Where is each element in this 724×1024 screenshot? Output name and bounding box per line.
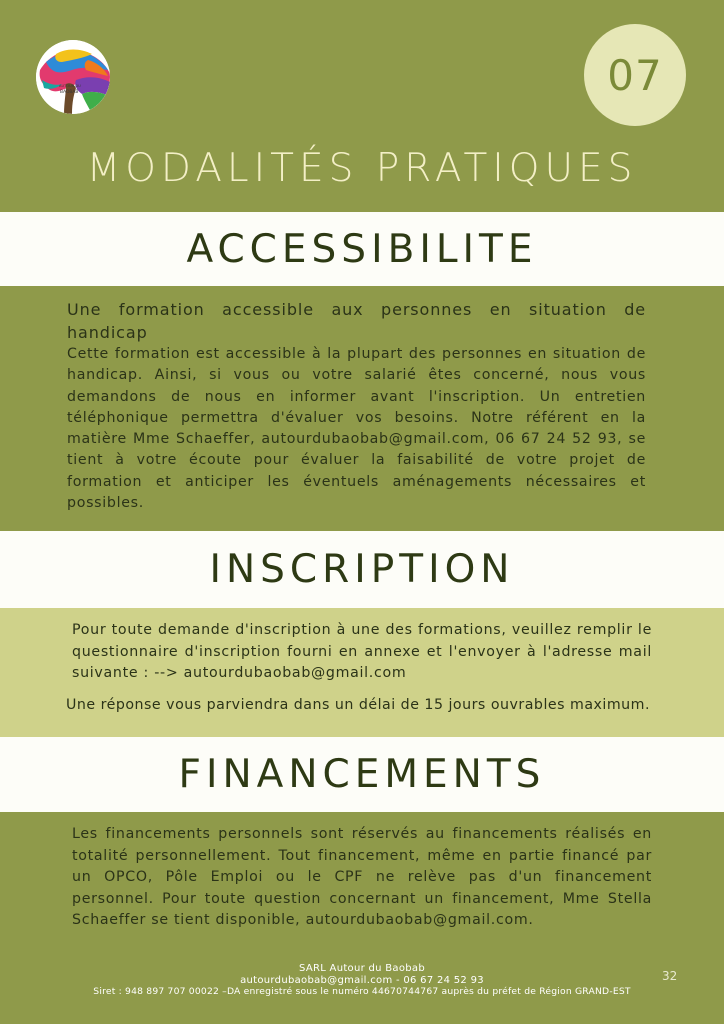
accessibilite-section [0,286,724,531]
baobab-logo-icon [36,40,110,114]
section-heading-accessibilite: ACCESSIBILITE [0,212,724,286]
accessibilite-body: Cette formation est accessible à la plupart des personnes en situation de handicap. Ainsi, si vous ou votre salarié êtes concerné, nous vous demandons de nous en informer avant l'inscription. Un entretien téléphonique permettra d'évaluer vos besoins. Notre référent en la matière Mme Schaeffer, autourdubaobab@gmail.com, 06 67 24 52 93, se tient à votre écoute pour évaluer la faisabilité de votre projet de formation et anticiper les éventuels aménagements nécessaires et possibles. [67,346,646,512]
financements-section [0,812,724,962]
page-number: 32 [662,969,678,983]
page-title: MODALITÉS PRATIQUES [86,146,638,191]
inscription-delay-note: Une réponse vous parviendra dans un délai de 15 jours ouvrables maximum. [66,696,651,713]
page-badge: 07 [584,24,686,126]
inscription-paragraph: Pour toute demande d'inscription à une des formations, veuillez remplir le questionnaire d'inscription fourni en annexe et l'envoyer à l'adresse mail suivante : --> autourdubaobab@gmail.com [72,622,652,681]
inscription-section [0,608,724,737]
footer-legal: Siret : 948 897 707 00022 –DA enregistré sous le numéro 44670744767 auprès du préfet de Région GRAND-EST [93,986,631,997]
accessibilite-lead: Une formation accessible aux personnes en situation de handicap [67,300,646,342]
logo [36,40,110,114]
svg-text:BAOBAB: BAOBAB [60,90,79,95]
footer-company: SARL Autour du Baobab [298,963,425,974]
svg-text:AUTOUR DU: AUTOUR DU [59,84,81,88]
section-heading-inscription: INSCRIPTION [0,531,724,608]
section-heading-financements: FINANCEMENTS [0,737,724,812]
footer [0,963,724,998]
financements-body: Les financements personnels sont réservés au financements réalisés en totalité personnellement. Tout financement, même en partie financé par un OPCO, Pôle Emploi ou le CPF ne relève pas d'un financement personnel. Pour toute question concernant un financement, Mme Stella Schaeffer se tient disponible, autourdubaobab@gmail.com. [72,826,652,928]
footer-contact: autourdubaobab@gmail.com - 06 67 24 52 93 [240,974,484,986]
